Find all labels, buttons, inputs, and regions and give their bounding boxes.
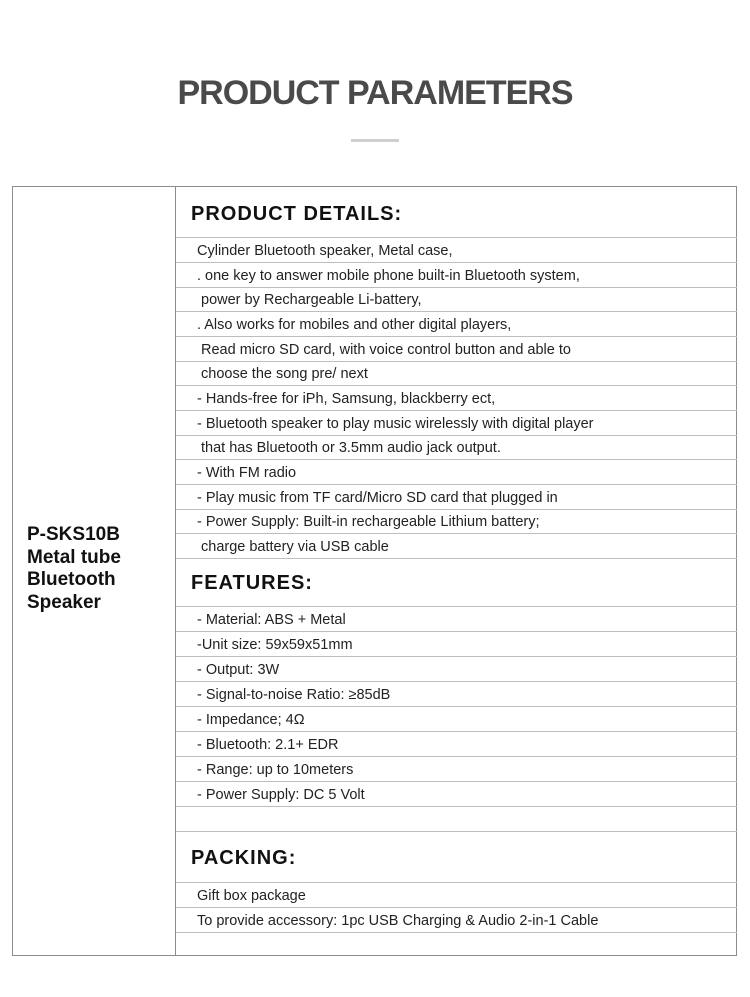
feature-line: - Material: ABS + Metal bbox=[197, 612, 346, 628]
table-row bbox=[176, 411, 737, 436]
detail-line: - Play music from TF card/Micro SD card that plugged in bbox=[197, 490, 558, 506]
detail-line: Cylinder Bluetooth speaker, Metal case, bbox=[197, 243, 453, 259]
feature-line: - Impedance; 4Ω bbox=[197, 712, 305, 728]
detail-line: . one key to answer mobile phone built-in Bluetooth system, bbox=[197, 268, 580, 284]
model-cell bbox=[13, 187, 176, 955]
feature-line: - Power Supply: DC 5 Volt bbox=[197, 787, 365, 803]
table-row bbox=[176, 312, 737, 337]
parameters-cell bbox=[176, 187, 737, 955]
detail-line: - Hands-free for iPh, Samsung, blackberry ect, bbox=[197, 391, 496, 407]
table-row bbox=[176, 436, 737, 460]
parameters-table bbox=[12, 186, 737, 956]
table-row bbox=[176, 238, 737, 263]
detail-line: - Bluetooth speaker to play music wirelessly with digital player bbox=[197, 416, 594, 432]
table-row bbox=[176, 362, 737, 386]
table-row bbox=[176, 510, 737, 534]
table-row bbox=[176, 386, 737, 411]
packing-heading: PACKING: bbox=[191, 847, 297, 869]
table-row bbox=[176, 632, 737, 657]
table-row bbox=[176, 657, 737, 682]
model-title-line: Metal tube bbox=[27, 546, 121, 568]
packing-line: To provide accessory: 1pc USB Charging & Audio 2-in-1 Cable bbox=[197, 913, 599, 929]
packing-heading-row bbox=[176, 832, 737, 883]
detail-line: power by Rechargeable Li-battery, bbox=[201, 292, 422, 308]
feature-line: - Output: 3W bbox=[197, 662, 280, 678]
model-title bbox=[27, 524, 172, 614]
table-row bbox=[176, 883, 737, 908]
model-title-line: Bluetooth bbox=[27, 569, 116, 590]
detail-line: charge battery via USB cable bbox=[201, 539, 389, 555]
table-row bbox=[176, 460, 737, 485]
feature-line: - Range: up to 10meters bbox=[197, 762, 354, 778]
details-heading: PRODUCT DETAILS: bbox=[191, 203, 403, 225]
table-row bbox=[176, 757, 737, 782]
title-divider bbox=[351, 139, 399, 142]
feature-line: -Unit size: 59x59x51mm bbox=[197, 637, 353, 653]
table-row bbox=[176, 707, 737, 732]
features-heading: FEATURES: bbox=[191, 572, 313, 594]
detail-line: that has Bluetooth or 3.5mm audio jack output. bbox=[201, 440, 501, 456]
table-row bbox=[176, 288, 737, 312]
model-title-line: Speaker bbox=[27, 591, 101, 613]
detail-line: Read micro SD card, with voice control button and able to bbox=[201, 342, 571, 358]
model-title-line: P-SKS10B bbox=[27, 524, 120, 545]
details-heading-row bbox=[176, 187, 737, 238]
detail-line: - With FM radio bbox=[197, 465, 297, 481]
packing-line: Gift box package bbox=[197, 888, 306, 904]
table-row bbox=[176, 732, 737, 757]
table-row bbox=[176, 263, 737, 288]
detail-line: choose the song pre/ next bbox=[201, 366, 368, 382]
empty-row bbox=[176, 807, 737, 832]
table-row bbox=[176, 782, 737, 807]
table-row bbox=[176, 485, 737, 510]
detail-line: . Also works for mobiles and other digital players, bbox=[197, 317, 512, 333]
page-title: PRODUCT PARAMETERS bbox=[177, 74, 573, 112]
detail-line: - Power Supply: Built-in rechargeable Lithium battery; bbox=[197, 514, 540, 530]
table-row bbox=[176, 908, 737, 933]
table-row bbox=[176, 534, 737, 559]
feature-line: - Bluetooth: 2.1+ EDR bbox=[197, 737, 339, 753]
feature-line: - Signal-to-noise Ratio: ≥85dB bbox=[197, 687, 391, 703]
features-heading-row bbox=[176, 559, 737, 607]
table-row bbox=[176, 337, 737, 362]
table-row bbox=[176, 682, 737, 707]
table-row bbox=[176, 607, 737, 632]
